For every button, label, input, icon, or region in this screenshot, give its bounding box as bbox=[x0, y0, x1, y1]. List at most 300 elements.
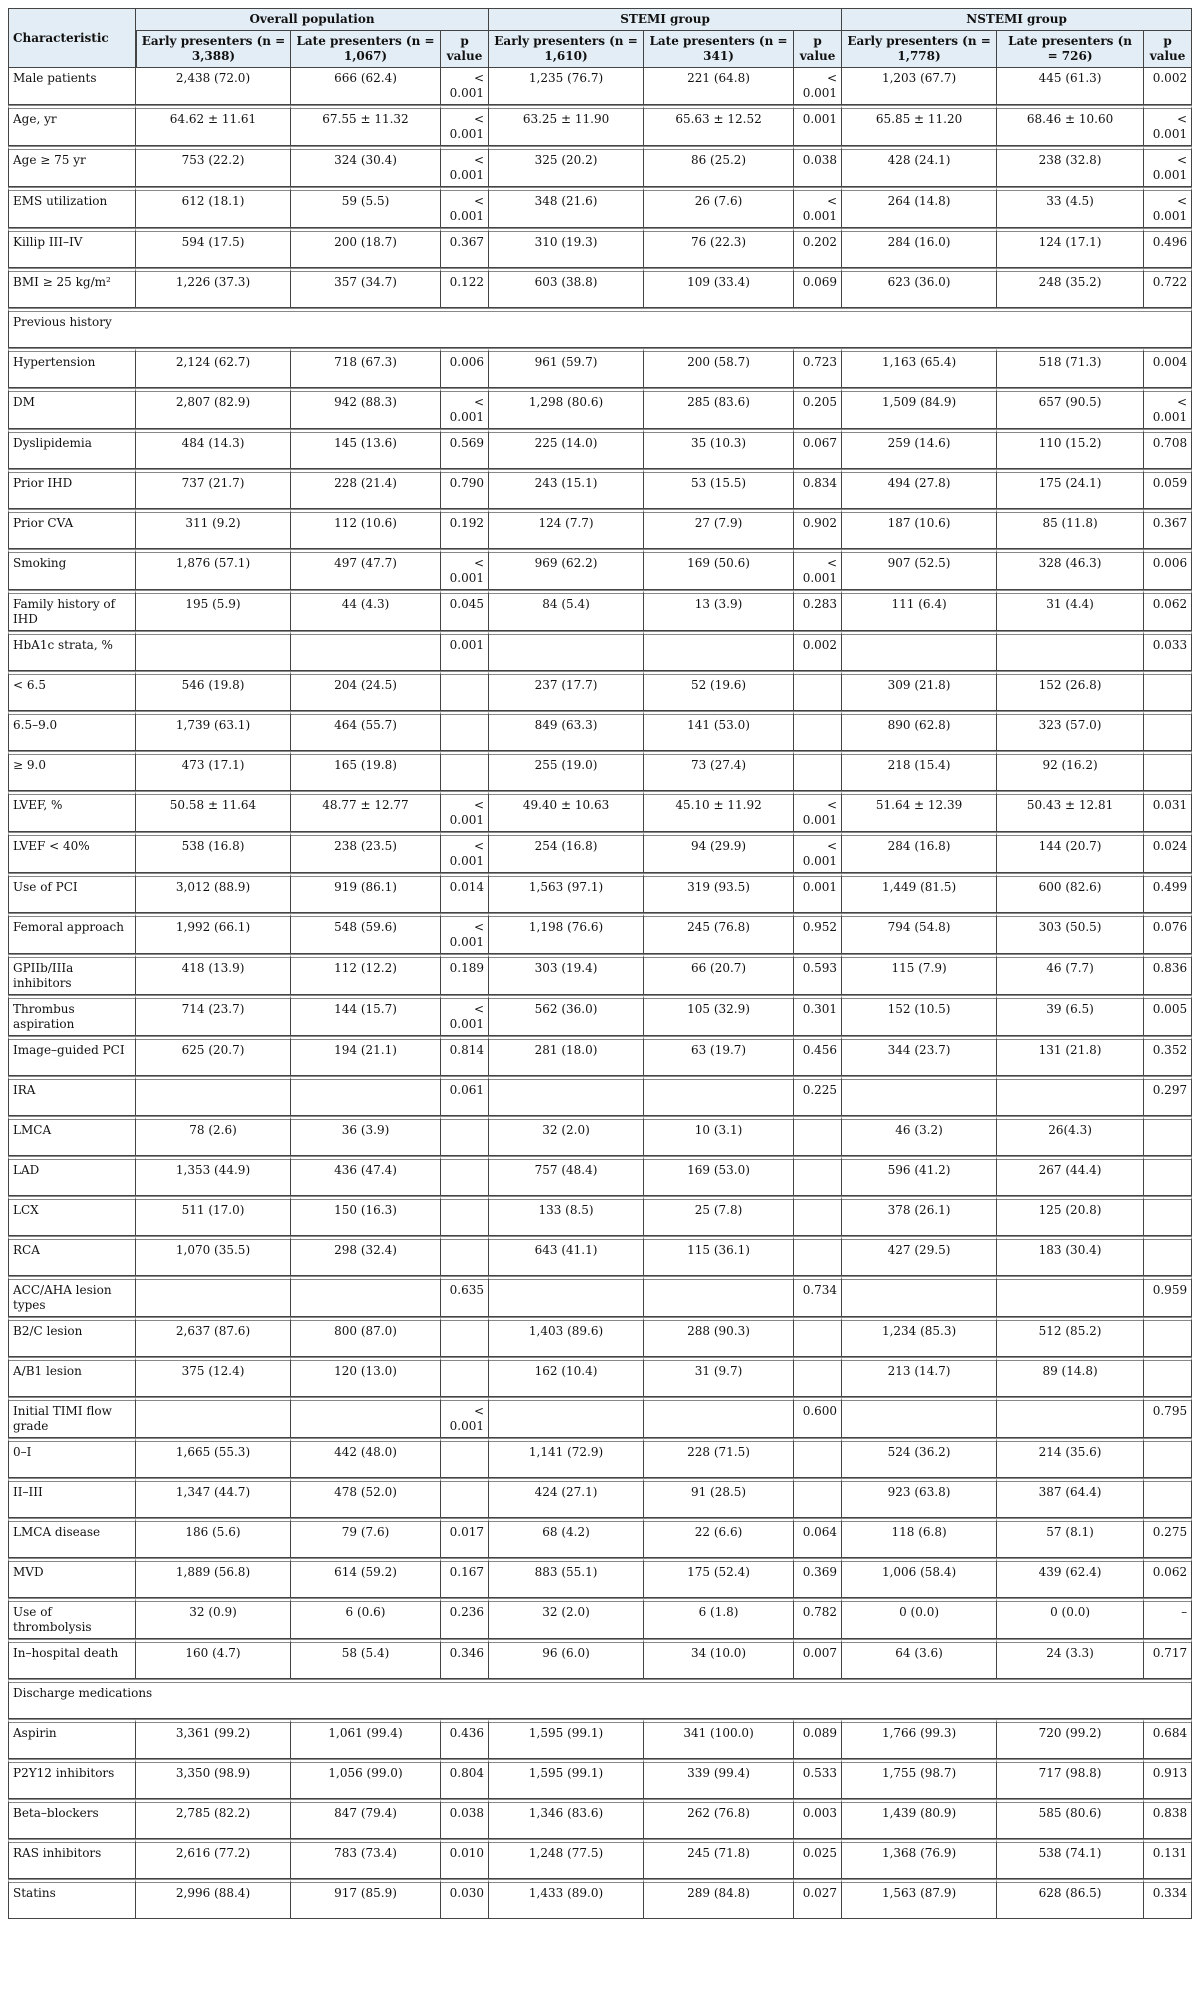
value-cell: 284 (16.8) bbox=[842, 832, 997, 873]
p-value-cell: 0.001 bbox=[441, 631, 489, 671]
value-cell bbox=[136, 1276, 291, 1317]
row-label: LVEF < 40% bbox=[8, 832, 136, 873]
value-cell: 1,298 (80.6) bbox=[489, 388, 644, 429]
p-value-cell bbox=[1144, 1116, 1192, 1156]
value-cell: 0 (0.0) bbox=[842, 1598, 997, 1639]
p-value-cell: 0.952 bbox=[794, 913, 842, 954]
value-cell bbox=[644, 1397, 794, 1438]
p-value-cell bbox=[794, 751, 842, 791]
value-cell: 348 (21.6) bbox=[489, 187, 644, 228]
value-cell: 375 (12.4) bbox=[136, 1357, 291, 1397]
value-cell: 538 (74.1) bbox=[997, 1839, 1144, 1879]
table-row bbox=[8, 1036, 1192, 1076]
p-value-cell: 0.006 bbox=[1144, 549, 1192, 590]
value-cell: 65.85 ± 11.20 bbox=[842, 105, 997, 146]
p-value-cell bbox=[1144, 671, 1192, 711]
value-cell: 105 (32.9) bbox=[644, 995, 794, 1036]
value-cell: 50.58 ± 11.64 bbox=[136, 791, 291, 832]
value-cell: 1,006 (58.4) bbox=[842, 1558, 997, 1598]
value-cell: 1,876 (57.1) bbox=[136, 549, 291, 590]
p-value-cell: 0.024 bbox=[1144, 832, 1192, 873]
value-cell: 120 (13.0) bbox=[291, 1357, 441, 1397]
p-value-cell: 0.131 bbox=[1144, 1839, 1192, 1879]
value-cell: 643 (41.1) bbox=[489, 1236, 644, 1276]
value-cell: 109 (33.4) bbox=[644, 268, 794, 308]
value-cell: 115 (7.9) bbox=[842, 954, 997, 995]
p-value-cell bbox=[1144, 1236, 1192, 1276]
value-cell: 65.63 ± 12.52 bbox=[644, 105, 794, 146]
value-cell: 387 (64.4) bbox=[997, 1478, 1144, 1518]
p-value-cell: < 0.001 bbox=[441, 105, 489, 146]
p-value-cell: 0.031 bbox=[1144, 791, 1192, 832]
value-cell: 445 (61.3) bbox=[997, 68, 1144, 105]
subheader-stemi-late: Late presenters (n = 341) bbox=[644, 31, 794, 68]
value-cell: 1,563 (97.1) bbox=[489, 873, 644, 913]
p-value-cell bbox=[1144, 1438, 1192, 1478]
p-value-cell bbox=[794, 1478, 842, 1518]
table-row bbox=[8, 995, 1192, 1036]
value-cell: 48.77 ± 12.77 bbox=[291, 791, 441, 832]
table-row bbox=[8, 1759, 1192, 1799]
table-row bbox=[8, 1357, 1192, 1397]
row-label: In–hospital death bbox=[8, 1639, 136, 1679]
value-cell bbox=[489, 1397, 644, 1438]
p-value-cell: 0.717 bbox=[1144, 1639, 1192, 1679]
value-cell: 141 (53.0) bbox=[644, 711, 794, 751]
p-value-cell: 0.007 bbox=[794, 1639, 842, 1679]
value-cell: 243 (15.1) bbox=[489, 469, 644, 509]
row-label: Use of thrombolysis bbox=[8, 1598, 136, 1639]
p-value-cell: 0.814 bbox=[441, 1036, 489, 1076]
value-cell: 1,755 (98.7) bbox=[842, 1759, 997, 1799]
row-label: Prior CVA bbox=[8, 509, 136, 549]
table-row bbox=[8, 509, 1192, 549]
value-cell: 58 (5.4) bbox=[291, 1639, 441, 1679]
table-row bbox=[8, 1438, 1192, 1478]
value-cell: 162 (10.4) bbox=[489, 1357, 644, 1397]
table-header bbox=[8, 8, 1192, 68]
value-cell: 473 (17.1) bbox=[136, 751, 291, 791]
value-cell: 64 (3.6) bbox=[842, 1639, 997, 1679]
value-cell: 45.10 ± 11.92 bbox=[644, 791, 794, 832]
p-value-cell: 0.913 bbox=[1144, 1759, 1192, 1799]
p-value-cell: 0.089 bbox=[794, 1719, 842, 1759]
table-row bbox=[8, 1076, 1192, 1116]
p-value-cell: 0.033 bbox=[1144, 631, 1192, 671]
value-cell: 907 (52.5) bbox=[842, 549, 997, 590]
value-cell bbox=[136, 1397, 291, 1438]
value-cell: 264 (14.8) bbox=[842, 187, 997, 228]
value-cell: 6 (1.8) bbox=[644, 1598, 794, 1639]
value-cell: 1,509 (84.9) bbox=[842, 388, 997, 429]
p-value-cell: 0.189 bbox=[441, 954, 489, 995]
row-label: A/B1 lesion bbox=[8, 1357, 136, 1397]
p-value-cell: 0.834 bbox=[794, 469, 842, 509]
value-cell: 200 (18.7) bbox=[291, 228, 441, 268]
value-cell: 1,226 (37.3) bbox=[136, 268, 291, 308]
table-row bbox=[8, 954, 1192, 995]
value-cell: 961 (59.7) bbox=[489, 348, 644, 388]
value-cell: 49.40 ± 10.63 bbox=[489, 791, 644, 832]
value-cell: 124 (7.7) bbox=[489, 509, 644, 549]
table-row bbox=[8, 228, 1192, 268]
p-value-cell bbox=[441, 751, 489, 791]
p-value-cell: 0.122 bbox=[441, 268, 489, 308]
row-label: Aspirin bbox=[8, 1719, 136, 1759]
value-cell: 160 (4.7) bbox=[136, 1639, 291, 1679]
row-label: DM bbox=[8, 388, 136, 429]
value-cell: 0 (0.0) bbox=[997, 1598, 1144, 1639]
value-cell: 344 (23.7) bbox=[842, 1036, 997, 1076]
table-row bbox=[8, 1879, 1192, 1919]
value-cell: 183 (30.4) bbox=[997, 1236, 1144, 1276]
value-cell: 165 (19.8) bbox=[291, 751, 441, 791]
table-row bbox=[8, 1719, 1192, 1759]
p-value-cell: 0.499 bbox=[1144, 873, 1192, 913]
value-cell: 221 (64.8) bbox=[644, 68, 794, 105]
table-row bbox=[8, 1196, 1192, 1236]
table-row bbox=[8, 1839, 1192, 1879]
value-cell bbox=[489, 631, 644, 671]
value-cell: 298 (32.4) bbox=[291, 1236, 441, 1276]
value-cell: 89 (14.8) bbox=[997, 1357, 1144, 1397]
value-cell: 464 (55.7) bbox=[291, 711, 441, 751]
row-label: ≥ 9.0 bbox=[8, 751, 136, 791]
p-value-cell: < 0.001 bbox=[441, 832, 489, 873]
value-cell: 214 (35.6) bbox=[997, 1438, 1144, 1478]
value-cell: 1,433 (89.0) bbox=[489, 1879, 644, 1919]
p-value-cell: 0.030 bbox=[441, 1879, 489, 1919]
p-value-cell: < 0.001 bbox=[794, 68, 842, 105]
p-value-cell bbox=[794, 1116, 842, 1156]
p-value-cell: 0.014 bbox=[441, 873, 489, 913]
value-cell: 267 (44.4) bbox=[997, 1156, 1144, 1196]
value-cell: 512 (85.2) bbox=[997, 1317, 1144, 1357]
table-row bbox=[8, 348, 1192, 388]
p-value-cell: < 0.001 bbox=[1144, 187, 1192, 228]
value-cell: 284 (16.0) bbox=[842, 228, 997, 268]
p-value-cell: 0.838 bbox=[1144, 1799, 1192, 1839]
p-value-cell bbox=[441, 1236, 489, 1276]
value-cell: 228 (71.5) bbox=[644, 1438, 794, 1478]
value-cell: 497 (47.7) bbox=[291, 549, 441, 590]
table-row bbox=[8, 268, 1192, 308]
row-label: IRA bbox=[8, 1076, 136, 1116]
value-cell: 538 (16.8) bbox=[136, 832, 291, 873]
value-cell bbox=[997, 1397, 1144, 1438]
value-cell: 152 (10.5) bbox=[842, 995, 997, 1036]
value-cell: 319 (93.5) bbox=[644, 873, 794, 913]
value-cell: 1,595 (99.1) bbox=[489, 1759, 644, 1799]
value-cell: 1,248 (77.5) bbox=[489, 1839, 644, 1879]
table-container bbox=[8, 8, 1192, 1919]
row-label: EMS utilization bbox=[8, 187, 136, 228]
p-value-cell bbox=[441, 711, 489, 751]
subheader-overall-early: Early presenters (n = 3,388) bbox=[136, 31, 291, 68]
value-cell: 50.43 ± 12.81 bbox=[997, 791, 1144, 832]
value-cell: 3,361 (99.2) bbox=[136, 1719, 291, 1759]
row-label: BMI ≥ 25 kg/m² bbox=[8, 268, 136, 308]
table-row bbox=[8, 791, 1192, 832]
p-value-cell bbox=[441, 671, 489, 711]
table-row bbox=[8, 671, 1192, 711]
p-value-cell: < 0.001 bbox=[441, 913, 489, 954]
row-label: HbA1c strata, % bbox=[8, 631, 136, 671]
value-cell: 923 (63.8) bbox=[842, 1478, 997, 1518]
p-value-cell: 0.275 bbox=[1144, 1518, 1192, 1558]
value-cell: 623 (36.0) bbox=[842, 268, 997, 308]
table-body bbox=[8, 68, 1192, 1919]
subheader-stemi-early: Early presenters (n = 1,610) bbox=[489, 31, 644, 68]
value-cell: 511 (17.0) bbox=[136, 1196, 291, 1236]
header-group-nstemi: NSTEMI group bbox=[842, 8, 1192, 31]
p-value-cell: 0.456 bbox=[794, 1036, 842, 1076]
value-cell: 442 (48.0) bbox=[291, 1438, 441, 1478]
table-row bbox=[8, 1639, 1192, 1679]
value-cell: 13 (3.9) bbox=[644, 590, 794, 631]
value-cell: 418 (13.9) bbox=[136, 954, 291, 995]
value-cell: 46 (3.2) bbox=[842, 1116, 997, 1156]
value-cell bbox=[644, 1276, 794, 1317]
value-cell: 64.62 ± 11.61 bbox=[136, 105, 291, 146]
table-row bbox=[8, 1518, 1192, 1558]
row-label: LVEF, % bbox=[8, 791, 136, 832]
value-cell: 96 (6.0) bbox=[489, 1639, 644, 1679]
value-cell: 204 (24.5) bbox=[291, 671, 441, 711]
value-cell: 91 (28.5) bbox=[644, 1478, 794, 1518]
row-label: Thrombus aspiration bbox=[8, 995, 136, 1036]
value-cell: 942 (88.3) bbox=[291, 388, 441, 429]
table-row bbox=[8, 1276, 1192, 1317]
p-value-cell: 0.045 bbox=[441, 590, 489, 631]
value-cell: 720 (99.2) bbox=[997, 1719, 1144, 1759]
row-label: Beta–blockers bbox=[8, 1799, 136, 1839]
p-value-cell: 0.062 bbox=[1144, 590, 1192, 631]
header-group-overall: Overall population bbox=[136, 8, 489, 31]
p-value-cell: 0.061 bbox=[441, 1076, 489, 1116]
subheader-nstemi-p: p value bbox=[1144, 31, 1192, 68]
value-cell: 2,637 (87.6) bbox=[136, 1317, 291, 1357]
p-value-cell: – bbox=[1144, 1598, 1192, 1639]
value-cell: 849 (63.3) bbox=[489, 711, 644, 751]
row-label: Age, yr bbox=[8, 105, 136, 146]
value-cell: 68.46 ± 10.60 bbox=[997, 105, 1144, 146]
value-cell: 883 (55.1) bbox=[489, 1558, 644, 1598]
p-value-cell: 0.367 bbox=[441, 228, 489, 268]
value-cell: 237 (17.7) bbox=[489, 671, 644, 711]
p-value-cell: 0.205 bbox=[794, 388, 842, 429]
value-cell: 628 (86.5) bbox=[997, 1879, 1144, 1919]
value-cell: 124 (17.1) bbox=[997, 228, 1144, 268]
row-label: Prior IHD bbox=[8, 469, 136, 509]
value-cell bbox=[136, 1076, 291, 1116]
p-value-cell bbox=[441, 1196, 489, 1236]
value-cell: 34 (10.0) bbox=[644, 1639, 794, 1679]
p-value-cell: 0.002 bbox=[794, 631, 842, 671]
value-cell: 85 (11.8) bbox=[997, 509, 1144, 549]
table-row bbox=[8, 469, 1192, 509]
value-cell: 238 (32.8) bbox=[997, 146, 1144, 187]
value-cell: 427 (29.5) bbox=[842, 1236, 997, 1276]
value-cell: 169 (53.0) bbox=[644, 1156, 794, 1196]
p-value-cell: < 0.001 bbox=[794, 187, 842, 228]
p-value-cell: 0.836 bbox=[1144, 954, 1192, 995]
p-value-cell: 0.067 bbox=[794, 429, 842, 469]
value-cell: 2,124 (62.7) bbox=[136, 348, 291, 388]
value-cell: 478 (52.0) bbox=[291, 1478, 441, 1518]
value-cell: 22 (6.6) bbox=[644, 1518, 794, 1558]
value-cell: 245 (71.8) bbox=[644, 1839, 794, 1879]
value-cell: 1,061 (99.4) bbox=[291, 1719, 441, 1759]
p-value-cell: 0.569 bbox=[441, 429, 489, 469]
value-cell: 39 (6.5) bbox=[997, 995, 1144, 1036]
value-cell: 2,996 (88.4) bbox=[136, 1879, 291, 1919]
value-cell: 145 (13.6) bbox=[291, 429, 441, 469]
p-value-cell bbox=[441, 1438, 489, 1478]
row-label: ACC/AHA lesion types bbox=[8, 1276, 136, 1317]
value-cell: 341 (100.0) bbox=[644, 1719, 794, 1759]
value-cell: 1,595 (99.1) bbox=[489, 1719, 644, 1759]
value-cell: 783 (73.4) bbox=[291, 1839, 441, 1879]
value-cell: 32 (2.0) bbox=[489, 1116, 644, 1156]
p-value-cell: 0.006 bbox=[441, 348, 489, 388]
value-cell: 657 (90.5) bbox=[997, 388, 1144, 429]
table-row bbox=[8, 1317, 1192, 1357]
p-value-cell: 0.723 bbox=[794, 348, 842, 388]
table-row bbox=[8, 1478, 1192, 1518]
row-label: 0–I bbox=[8, 1438, 136, 1478]
p-value-cell: < 0.001 bbox=[441, 995, 489, 1036]
value-cell: 73 (27.4) bbox=[644, 751, 794, 791]
value-cell: 428 (24.1) bbox=[842, 146, 997, 187]
value-cell: 1,889 (56.8) bbox=[136, 1558, 291, 1598]
value-cell: 150 (16.3) bbox=[291, 1196, 441, 1236]
row-label: RAS inhibitors bbox=[8, 1839, 136, 1879]
p-value-cell bbox=[794, 1357, 842, 1397]
p-value-cell: 0.600 bbox=[794, 1397, 842, 1438]
table-row bbox=[8, 1116, 1192, 1156]
value-cell: 919 (86.1) bbox=[291, 873, 441, 913]
p-value-cell: 0.367 bbox=[1144, 509, 1192, 549]
row-label: P2Y12 inhibitors bbox=[8, 1759, 136, 1799]
p-value-cell: 0.959 bbox=[1144, 1276, 1192, 1317]
value-cell: 1,163 (65.4) bbox=[842, 348, 997, 388]
value-cell: 66 (20.7) bbox=[644, 954, 794, 995]
value-cell: 79 (7.6) bbox=[291, 1518, 441, 1558]
table-row bbox=[8, 187, 1192, 228]
value-cell: 2,616 (77.2) bbox=[136, 1839, 291, 1879]
value-cell: 248 (35.2) bbox=[997, 268, 1144, 308]
value-cell: 111 (6.4) bbox=[842, 590, 997, 631]
header-characteristic: Characteristic bbox=[8, 8, 136, 68]
value-cell: 63 (19.7) bbox=[644, 1036, 794, 1076]
value-cell: 2,785 (82.2) bbox=[136, 1799, 291, 1839]
value-cell: 1,056 (99.0) bbox=[291, 1759, 441, 1799]
value-cell bbox=[842, 631, 997, 671]
value-cell: 94 (29.9) bbox=[644, 832, 794, 873]
value-cell: 36 (3.9) bbox=[291, 1116, 441, 1156]
p-value-cell: 0.346 bbox=[441, 1639, 489, 1679]
value-cell bbox=[842, 1397, 997, 1438]
value-cell: 714 (23.7) bbox=[136, 995, 291, 1036]
value-cell: 484 (14.3) bbox=[136, 429, 291, 469]
row-label: Smoking bbox=[8, 549, 136, 590]
p-value-cell: 0.790 bbox=[441, 469, 489, 509]
p-value-cell: 0.225 bbox=[794, 1076, 842, 1116]
value-cell: 68 (4.2) bbox=[489, 1518, 644, 1558]
row-label: RCA bbox=[8, 1236, 136, 1276]
p-value-cell: 0.301 bbox=[794, 995, 842, 1036]
p-value-cell bbox=[441, 1357, 489, 1397]
p-value-cell: 0.167 bbox=[441, 1558, 489, 1598]
value-cell: 32 (2.0) bbox=[489, 1598, 644, 1639]
value-cell: 1,141 (72.9) bbox=[489, 1438, 644, 1478]
value-cell: 847 (79.4) bbox=[291, 1799, 441, 1839]
value-cell: 324 (30.4) bbox=[291, 146, 441, 187]
p-value-cell: 0.069 bbox=[794, 268, 842, 308]
row-label: II–III bbox=[8, 1478, 136, 1518]
value-cell bbox=[291, 1276, 441, 1317]
value-cell: 32 (0.9) bbox=[136, 1598, 291, 1639]
row-label: Killip III–IV bbox=[8, 228, 136, 268]
subheader-overall-late: Late presenters (n = 1,067) bbox=[291, 31, 441, 68]
table-row bbox=[8, 631, 1192, 671]
row-label: Use of PCI bbox=[8, 873, 136, 913]
p-value-cell: 0.734 bbox=[794, 1276, 842, 1317]
value-cell: 548 (59.6) bbox=[291, 913, 441, 954]
value-cell: 1,198 (76.6) bbox=[489, 913, 644, 954]
value-cell bbox=[291, 1397, 441, 1438]
subheader-nstemi-late: Late presenters (n = 726) bbox=[997, 31, 1144, 68]
value-cell: 328 (46.3) bbox=[997, 549, 1144, 590]
value-cell: 76 (22.3) bbox=[644, 228, 794, 268]
table-row bbox=[8, 751, 1192, 791]
table-row bbox=[8, 590, 1192, 631]
p-value-cell: 0.076 bbox=[1144, 913, 1192, 954]
value-cell: 144 (15.7) bbox=[291, 995, 441, 1036]
p-value-cell bbox=[441, 1317, 489, 1357]
p-value-cell: 0.038 bbox=[794, 146, 842, 187]
value-cell: 1,563 (87.9) bbox=[842, 1879, 997, 1919]
row-label: 6.5–9.0 bbox=[8, 711, 136, 751]
p-value-cell bbox=[1144, 751, 1192, 791]
table-row bbox=[8, 832, 1192, 873]
table-row bbox=[8, 711, 1192, 751]
p-value-cell: 0.064 bbox=[794, 1518, 842, 1558]
p-value-cell: 0.722 bbox=[1144, 268, 1192, 308]
table-row bbox=[8, 873, 1192, 913]
header-group-stemi: STEMI group bbox=[489, 8, 842, 31]
value-cell: 436 (47.4) bbox=[291, 1156, 441, 1196]
row-label: MVD bbox=[8, 1558, 136, 1598]
value-cell: 585 (80.6) bbox=[997, 1799, 1144, 1839]
value-cell: 52 (19.6) bbox=[644, 671, 794, 711]
row-label: Family history of IHD bbox=[8, 590, 136, 631]
value-cell: 1,992 (66.1) bbox=[136, 913, 291, 954]
p-value-cell: 0.593 bbox=[794, 954, 842, 995]
value-cell: 1,070 (35.5) bbox=[136, 1236, 291, 1276]
row-label: Hypertension bbox=[8, 348, 136, 388]
p-value-cell: 0.533 bbox=[794, 1759, 842, 1799]
p-value-cell bbox=[794, 1196, 842, 1236]
value-cell: 596 (41.2) bbox=[842, 1156, 997, 1196]
value-cell: 439 (62.4) bbox=[997, 1558, 1144, 1598]
value-cell: 115 (36.1) bbox=[644, 1236, 794, 1276]
p-value-cell: 0.010 bbox=[441, 1839, 489, 1879]
row-label: LMCA bbox=[8, 1116, 136, 1156]
value-cell: 1,368 (76.9) bbox=[842, 1839, 997, 1879]
p-value-cell bbox=[1144, 711, 1192, 751]
